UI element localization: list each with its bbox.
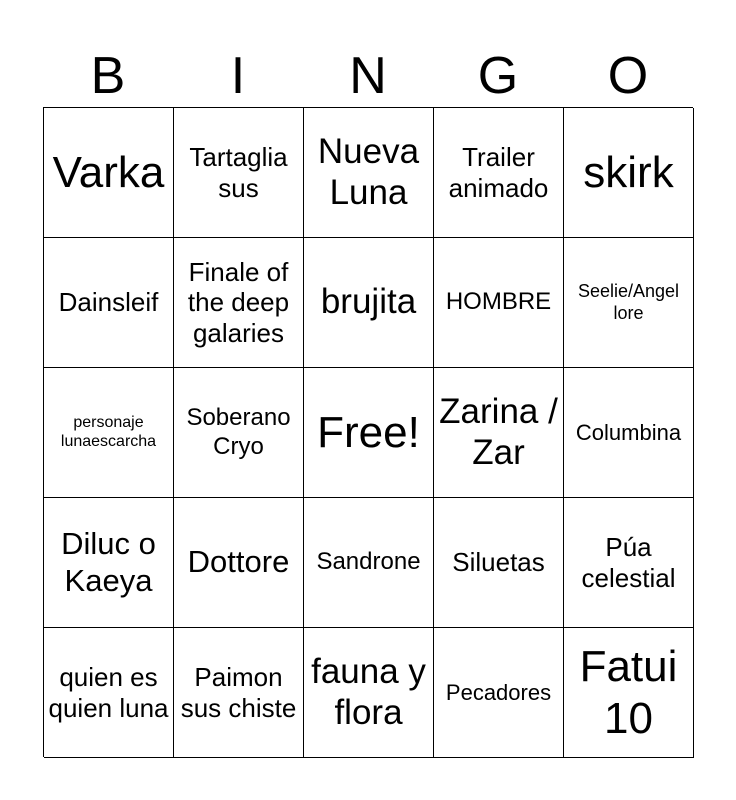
cell-text: Fatui 10	[579, 642, 678, 743]
cell-text: Dainsleif	[58, 287, 159, 318]
bingo-cell[interactable]	[44, 628, 174, 758]
bingo-cell free-space[interactable]	[304, 368, 434, 498]
bingo-cell[interactable]	[434, 628, 564, 758]
free-space-label: Free!	[317, 407, 420, 457]
bingo-cell[interactable]	[434, 238, 564, 368]
cell-text: Finale of the deep galaries	[187, 256, 290, 348]
cell-text: personaje lunaescarcha	[60, 413, 157, 450]
bingo-cell[interactable]	[564, 368, 694, 498]
cell-text: quien es quien luna	[48, 662, 169, 723]
cell-text: HOMBRE	[445, 288, 552, 316]
bingo-cell[interactable]	[434, 368, 564, 498]
cell-text: Dottore	[187, 544, 290, 580]
bingo-cell[interactable]	[44, 108, 174, 238]
bingo-cell[interactable]	[304, 238, 434, 368]
cell-text: Diluc o Kaeya	[61, 526, 156, 598]
bingo-cell[interactable]	[44, 368, 174, 498]
bingo-cell[interactable]	[564, 498, 694, 628]
cell-text: Púa celestial	[581, 532, 676, 593]
bingo-cell[interactable]	[174, 368, 304, 498]
cell-text: Columbina	[575, 419, 682, 445]
cell-text: brujita	[320, 282, 417, 322]
header-letter-i: I	[230, 47, 246, 105]
bingo-cell[interactable]	[434, 108, 564, 238]
cell-text: Seelie/Angel lore	[577, 281, 680, 323]
cell-text: fauna y flora	[311, 651, 426, 732]
cell-text: Siluetas	[452, 547, 545, 578]
bingo-cell[interactable]	[564, 238, 694, 368]
cell-text: Sandrone	[316, 548, 421, 576]
bingo-cell[interactable]	[304, 498, 434, 628]
bingo-cell[interactable]	[564, 108, 694, 238]
cell-text: Zarina / Zar	[439, 391, 558, 472]
bingo-cell[interactable]	[304, 628, 434, 758]
header-letter-o: O	[607, 47, 649, 105]
cell-text: Tartaglia sus	[189, 142, 288, 203]
bingo-cell[interactable]	[174, 628, 304, 758]
bingo-cell[interactable]	[434, 498, 564, 628]
bingo-cell[interactable]	[174, 238, 304, 368]
bingo-cell[interactable]	[44, 498, 174, 628]
cell-text: Varka	[52, 147, 165, 197]
bingo-board	[43, 107, 693, 757]
cell-text: skirk	[583, 147, 674, 197]
cell-text: Paimon sus chiste	[180, 662, 297, 723]
cell-text: Trailer animado	[448, 142, 549, 203]
bingo-cell[interactable]	[174, 108, 304, 238]
bingo-cell[interactable]	[174, 498, 304, 628]
cell-text: Soberano Cryo	[186, 404, 291, 460]
header-letter-n: N	[349, 47, 387, 105]
bingo-cell[interactable]	[564, 628, 694, 758]
bingo-header	[43, 46, 693, 106]
cell-text: Nueva Luna	[317, 131, 420, 212]
header-letter-g: G	[477, 47, 519, 105]
bingo-cell[interactable]	[44, 238, 174, 368]
header-letter-b: B	[90, 47, 126, 105]
cell-text: Pecadores	[445, 679, 552, 705]
bingo-cell[interactable]	[304, 108, 434, 238]
